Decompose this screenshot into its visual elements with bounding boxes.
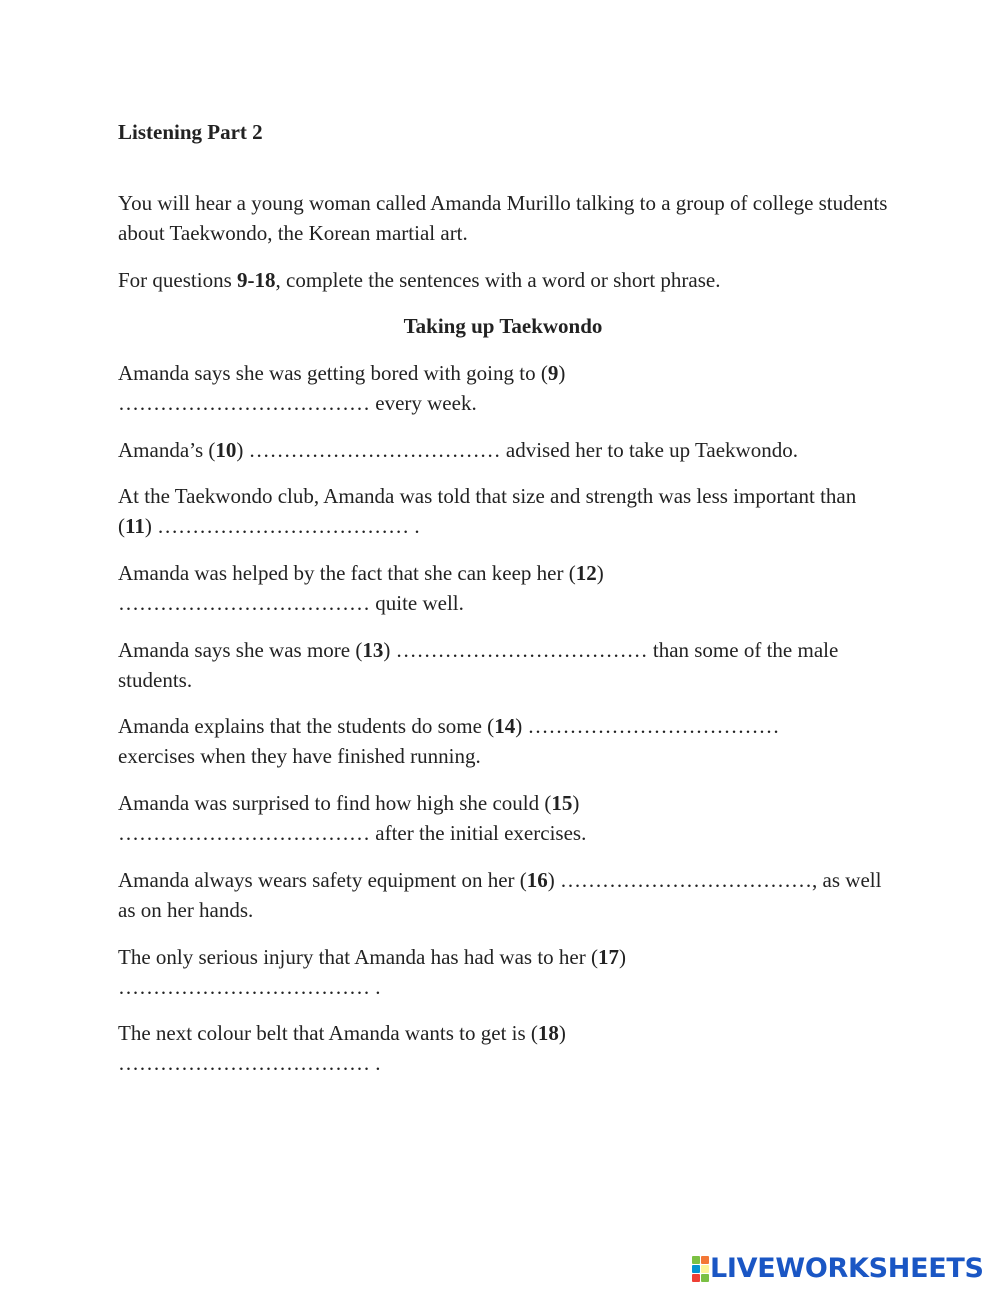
logo-block [701,1265,709,1273]
question-text: The only serious injury that Amanda has had was to her ( [118,945,598,969]
question-text: ) [236,438,249,462]
answer-blank-10[interactable]: ……………………………… [248,438,501,462]
question-text: Amanda’s ( [118,438,216,462]
answer-blank-15[interactable]: ……………………………… [118,821,370,845]
question-number: 11 [125,514,145,538]
question-12 [118,558,658,618]
question-11 [118,481,888,541]
answer-blank-14[interactable]: ……………………………… [527,714,780,738]
logo-blocks-icon [692,1256,708,1282]
question-text: , as well as on her hands. [118,868,882,922]
page-title: Listening Part 2 [118,120,263,144]
question-13 [118,635,888,695]
logo-block [692,1256,700,1264]
question-text: ) [596,561,604,585]
question-text: ) [515,714,528,738]
answer-blank-17[interactable]: ……………………………… [118,975,370,999]
question-text: than some of the male students. [118,638,839,692]
question-15 [118,788,638,848]
question-text: after the initial exercises. [370,821,587,845]
question-text: Amanda always wears safety equipment on her ( [118,868,527,892]
question-text: At the Taekwondo club, Amanda was told that size and strength was less important than ( [118,484,857,538]
question-text: ) [547,868,561,892]
question-text: . [409,514,420,538]
question-text: exercises when they have finished running. [118,744,481,768]
instruction-paragraph [118,265,888,295]
answer-blank-18[interactable]: ……………………………… [118,1051,370,1075]
logo-block [692,1265,700,1273]
question-14 [118,711,848,771]
question-text: ) [558,361,566,385]
section-title: Taking up Taekwondo [403,314,603,338]
question-text: quite well. [370,591,464,615]
logo-text: LIVEWORKSHEETS [710,1253,984,1284]
question-text: Amanda was surprised to find how high she could ( [118,791,552,815]
question-number: 18 [537,1021,559,1045]
question-text: ) [383,638,396,662]
question-text: Amanda says she was more ( [118,638,363,662]
question-number: 10 [215,438,237,462]
instruction-range: 9-18 [237,268,276,292]
question-text: The next colour belt that Amanda wants to get is ( [118,1021,538,1045]
question-10 [118,435,888,465]
question-number: 12 [575,561,597,585]
question-text: Amanda was helped by the fact that she can keep her ( [118,561,576,585]
logo-block [701,1256,709,1264]
question-text: ) [558,1021,566,1045]
question-9 [118,358,618,418]
question-number: 13 [362,638,384,662]
answer-blank-16[interactable]: ……………………………… [560,868,813,892]
question-text: ) [572,791,580,815]
answer-blank-11[interactable]: ……………………………… [157,514,410,538]
question-number: 14 [494,714,516,738]
question-text: . [370,975,381,999]
question-text: Amanda explains that the students do some ( [118,714,495,738]
question-text: ) [144,514,158,538]
question-number: 15 [551,791,573,815]
logo-block [701,1274,709,1282]
question-number: 16 [526,868,548,892]
question-text: ) [618,945,626,969]
question-text: Amanda says she was getting bored with going to ( [118,361,548,385]
question-text: advised her to take up Taekwondo. [500,438,798,462]
question-16 [118,865,888,925]
instruction-before: For questions [118,268,238,292]
question-17 [118,942,678,1002]
logo-block [692,1274,700,1282]
question-number: 9 [547,361,559,385]
answer-blank-12[interactable]: ……………………………… [118,591,370,615]
liveworksheets-logo [692,1254,984,1284]
answer-blank-9[interactable]: ……………………………… [118,391,370,415]
question-text: every week. [370,391,477,415]
answer-blank-13[interactable]: ……………………………… [395,638,648,662]
question-number: 17 [597,945,619,969]
instruction-after: , complete the sentences with a word or short phrase. [275,268,721,292]
question-18 [118,1018,618,1078]
intro-paragraph: You will hear a young woman called Amanda Murillo talking to a group of college students about Taekwondo, the Korean martial art. [118,191,888,245]
question-text: . [370,1051,381,1075]
